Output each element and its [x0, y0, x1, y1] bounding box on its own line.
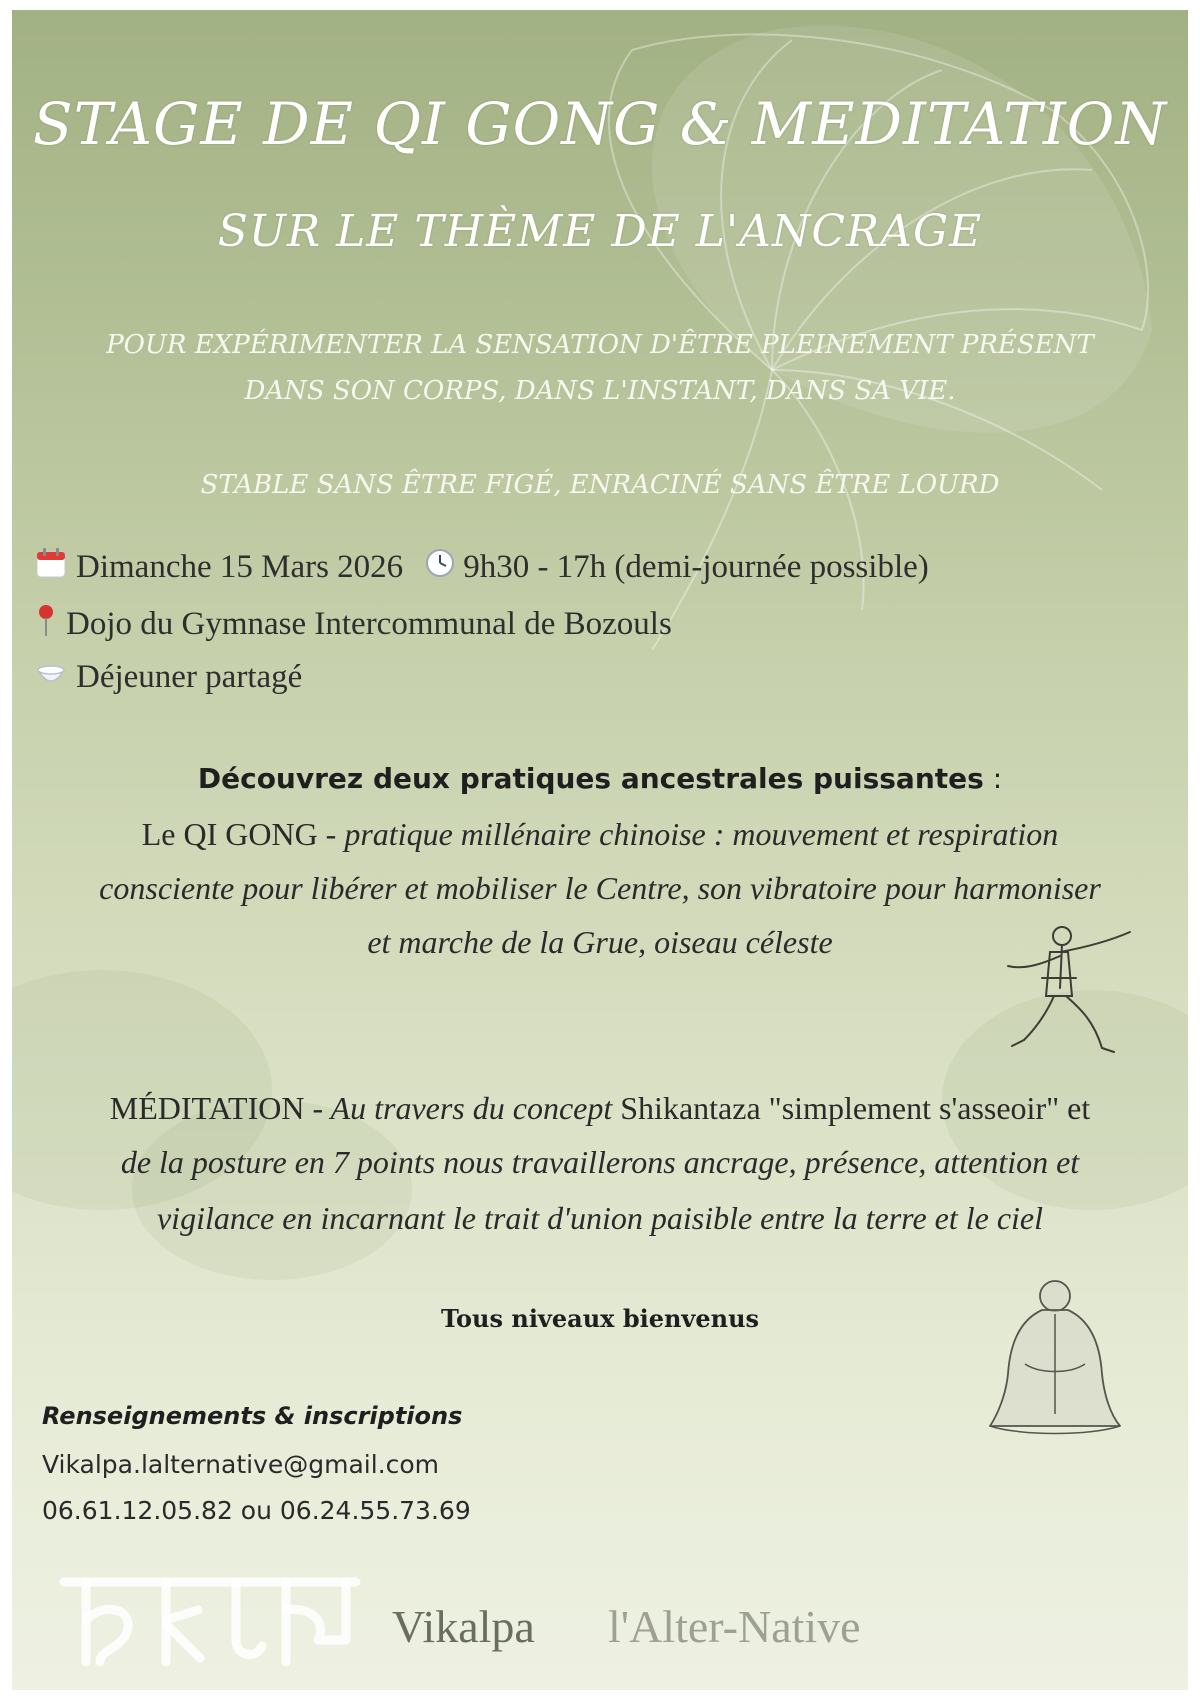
- event-place: Dojo du Gymnase Intercommunal de Bozouls: [66, 606, 672, 642]
- qigong-line-1-rest: - pratique millénaire chinoise : mouvement et respiration: [317, 816, 1059, 852]
- qigong-figure-illustration: [1002, 918, 1152, 1068]
- event-time: 9h30 - 17h (demi-journée possible): [463, 549, 929, 585]
- meditation-line-1-mid: - Au travers du concept: [304, 1090, 621, 1126]
- qigong-line-1: [12, 816, 1188, 853]
- tagline-line-3: STABLE SANS ÊTRE FIGÉ, ENRACINÉ SANS ÊTRE LOURD: [200, 470, 1000, 500]
- poster-title: STAGE DE QI GONG & MEDITATION: [32, 90, 1168, 158]
- meditation-name: MÉDITATION: [109, 1090, 305, 1126]
- qigong-line-2: consciente pour libérer et mobiliser le Centre, son vibratoire pour harmoniser: [99, 870, 1101, 906]
- place-line: [34, 602, 672, 647]
- bowl-icon: [34, 656, 68, 699]
- levels-welcome: Tous niveaux bienvenus: [440, 1304, 760, 1333]
- meditation-line-2: de la posture en 7 points nous travaillerons ancrage, présence, attention et: [120, 1144, 1080, 1180]
- practices-heading-bold: Découvrez deux pratiques ancestrales puissantes: [197, 762, 984, 795]
- tagline-line-1: POUR EXPÉRIMENTER LA SENSATION D'ÊTRE PLEINEMENT PRÉSENT: [106, 330, 1094, 360]
- vikalpa-devanagari-logo: [56, 1570, 366, 1670]
- meditation-line-3: vigilance en incarnant le trait d'union paisible entre la terre et le ciel: [156, 1200, 1044, 1236]
- date-time-line: [34, 546, 929, 589]
- poster-subtitle: SUR LE THÈME DE L'ANCRAGE: [217, 206, 983, 257]
- qigong-line-3: et marche de la Grue, oiseau céleste: [367, 924, 833, 960]
- brand-tagline: l'Alter-Native: [608, 1601, 861, 1652]
- event-lunch: Déjeuner partagé: [76, 659, 303, 695]
- practices-heading-colon: :: [983, 762, 1003, 795]
- poster: [12, 10, 1188, 1690]
- event-date: Dimanche 15 Mars 2026: [76, 549, 404, 585]
- pin-icon: [34, 602, 58, 647]
- contact-title: Renseignements & inscriptions: [42, 1402, 463, 1430]
- contact-phone: 06.61.12.05.82 ou 06.24.55.73.69: [42, 1496, 471, 1525]
- practices-heading: [12, 762, 1188, 795]
- meditation-line-1: [12, 1090, 1188, 1127]
- lunch-line: [34, 656, 302, 699]
- clock-icon: [425, 548, 455, 587]
- calendar-icon: [34, 546, 68, 589]
- contact-email: Vikalpa.lalternative@gmail.com: [42, 1450, 440, 1479]
- brand-name: Vikalpa: [392, 1601, 535, 1652]
- meditation-line-1-end: Shikantaza "simplement s'asseoir" et: [620, 1090, 1091, 1126]
- tagline-line-2: DANS SON CORPS, DANS L'INSTANT, DANS SA VIE.: [244, 376, 956, 406]
- qigong-name: Le QI GONG: [141, 816, 318, 852]
- meditating-figure-illustration: [980, 1274, 1130, 1442]
